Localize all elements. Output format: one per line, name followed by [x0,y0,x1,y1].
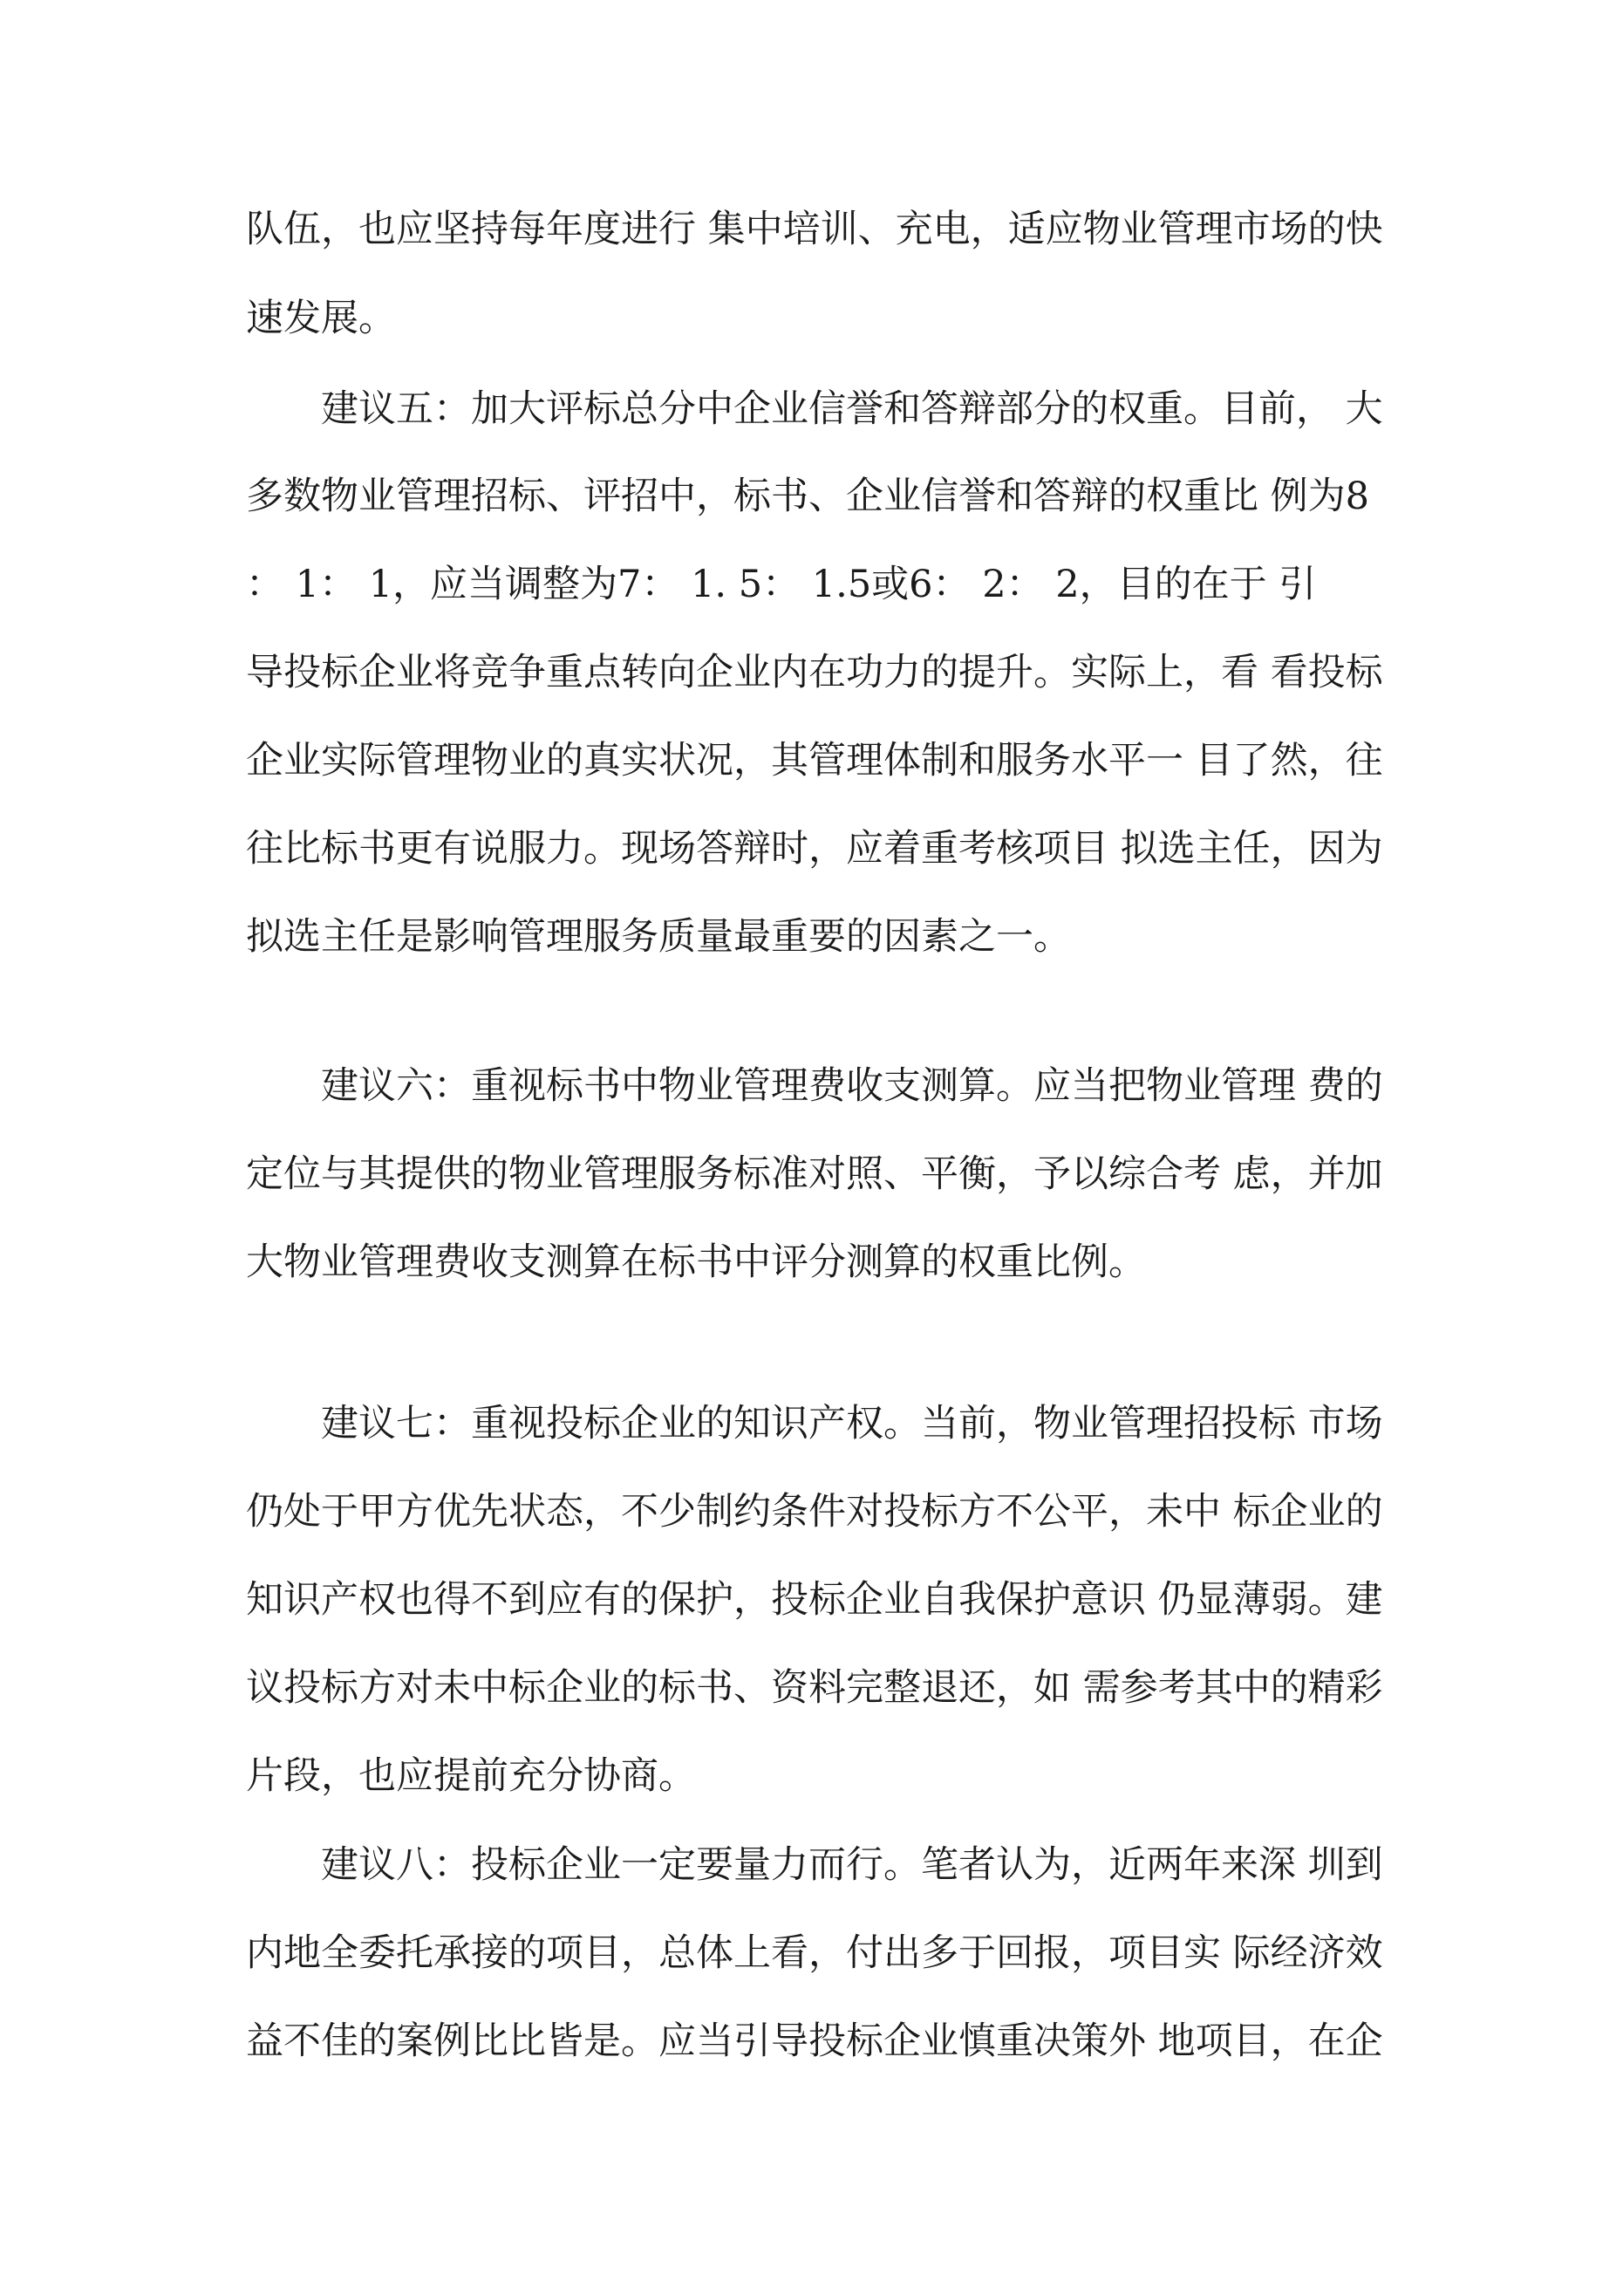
text-line: 内地全委托承接的项目，总体上看，付出多于回报，项目实 际经济效 [246,1931,1383,1975]
text-line: 导投标企业将竞争重点转向企业内在功力的提升。实际上，看 看投标 [246,651,1383,694]
text-line: 知识产权也得不到应有的保护，投标企业自我保护意识 仍显薄弱。建 [246,1578,1383,1622]
text-line: 定位与其提供的物业管理服务标准对照、平衡，予以综合考 虑，并加 [246,1152,1383,1196]
text-line: ： 1： 1，应当调整为7： 1. 5： 1.5或6： 2： 2，目的在于 引 [246,563,1317,606]
text-line: 往比标书更有说服力。现场答辩时，应着重考核项目 拟选主任，因为 [246,827,1383,871]
text-line: 多数物业管理招标、评招中，标书、企业信誉和答辩的权重比 例为8 [246,475,1370,518]
text-line: 片段，也应提前充分协商。 [246,1754,696,1798]
text-line: 建议六：重视标书中物业管理费收支测算。应当把物业管理 费的 [321,1064,1383,1108]
text-line: 建议八：投标企业一定要量力而行。笔者认为，近两年来深 圳到 [321,1843,1383,1887]
text-line: 大物业管理费收支测算在标书中评分测算的权重比例。 [246,1240,1146,1284]
text-line: 仍处于甲方优先状态，不少制约条件对投标方不公平，未中 标企业的 [246,1490,1383,1534]
text-line: 建议七：重视投标企业的知识产权。当前，物业管理招投标 市场 [321,1402,1383,1445]
text-line: 速发展。 [246,297,396,340]
text-line: 建议五：加大评标总分中企业信誉和答辩部分的权重。目前， 大 [321,387,1383,431]
text-line: 益不佳的案例比比皆是。应当引导投标企业慎重决策外 地项目，在企 [246,2019,1383,2063]
text-line: 队伍，也应坚持每年度进行 集中培训、充电，适应物业管理市场的快 [246,208,1383,251]
text-line: 议投标方对未中标企业的标书、资料完整退还，如 需参考其中的精彩 [246,1666,1383,1710]
text-line: 企业实际管理物业的真实状况，其管理体制和服务水平一 目了然，往 [246,739,1383,782]
text-line: 拟选主任是影响管理服务质量最重要的因素之一。 [246,915,1071,959]
